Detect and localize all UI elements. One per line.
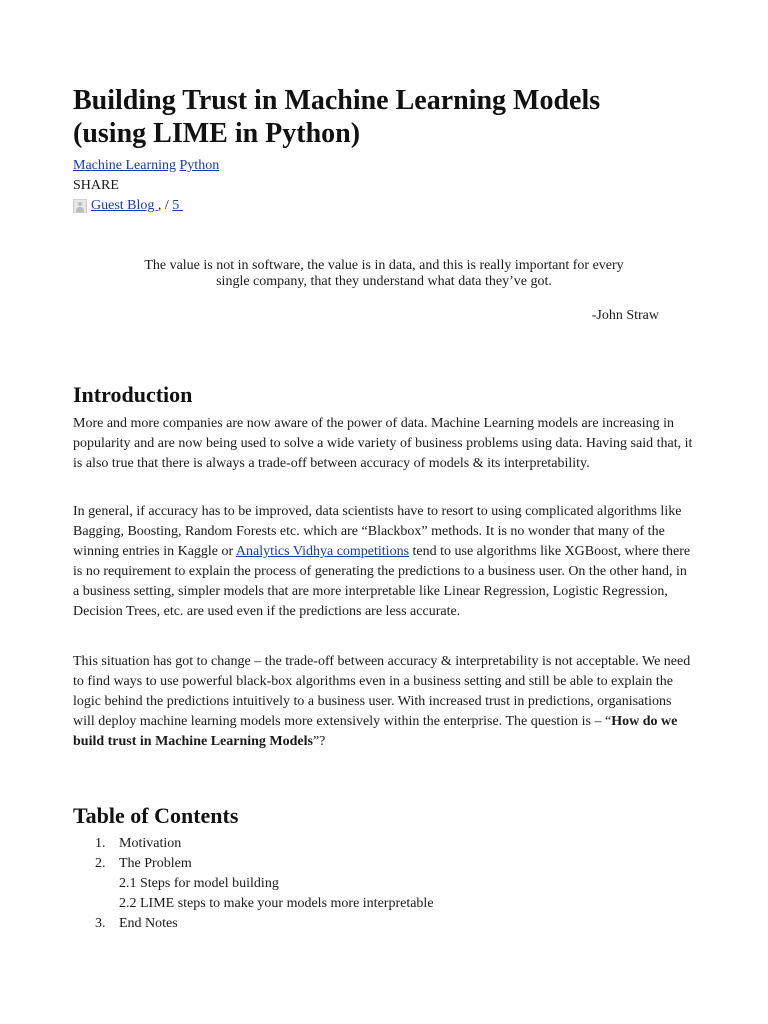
p3-bold-question: How do we build trust in Machine Learning Models (73, 714, 678, 749)
toc-heading: Table of Contents (73, 803, 239, 828)
toc-item-label: 2.1 Steps for model building (119, 876, 279, 891)
p2-text-after: tend to use algorithms like XGBoost, where there is no requirement to explain the process of generating the predictions to a business user. On the other hand, in a business setting, simpler models that are more interpretable like Linear Regression, Logistic Regression, Decision Trees, etc. are used even if the predictions are less accurate. (73, 544, 691, 619)
intro-paragraph-2 (73, 502, 695, 622)
comments-link[interactable]: 5 (172, 198, 183, 213)
category-link-machine-learning[interactable]: Machine Learning (73, 158, 177, 173)
p2-text-before: In general, if accuracy has to be improved, data scientists have to resort to using complicated algorithms like Bagging, Boosting, Random Forests etc. which are “Blackbox” methods. It is no wonder that many of the winning entries in Kaggle or (73, 504, 682, 559)
toc-item (95, 834, 434, 854)
introduction-heading: Introduction (73, 382, 193, 407)
title-line-1: Building Trust in Machine Learning Models (73, 85, 601, 116)
author-link[interactable]: Guest Blog (91, 198, 158, 213)
author-meta (73, 197, 183, 215)
toc-subitem (119, 874, 434, 894)
toc-item-number: 2. (95, 856, 106, 871)
avatar-placeholder-icon (73, 199, 87, 213)
toc-item-label: The Problem (119, 856, 192, 871)
p3-text-after: ”? (312, 734, 326, 749)
toc-item-label: 2.2 LIME steps to make your models more interpretable (119, 896, 434, 911)
toc-item (95, 854, 434, 874)
quote-attribution: -John Straw (591, 308, 659, 323)
quote-line-2: single company, that they understand what data they’ve got. (216, 274, 552, 289)
toc-item-label: Motivation (119, 836, 182, 851)
toc-item-number: 3. (95, 916, 106, 931)
toc-item-number: 1. (95, 836, 106, 851)
intro-paragraph-1: More and more companies are now aware of the power of data. Machine Learning models are increasing in popularity and are now being used to solve a wide variety of business problems using data. Having said that, it is also true that there is always a trade-off between accuracy of models & its interpretability. (73, 416, 693, 471)
analytics-vidhya-competitions-link[interactable]: Analytics Vidhya competitions (235, 544, 410, 559)
title-line-2: (using LIME in Python) (73, 118, 361, 149)
article-title (73, 84, 695, 150)
quote-line-1: The value is not in software, the value is in data, and this is really important for every (144, 258, 624, 273)
intro-paragraph-3 (73, 652, 695, 752)
toc-subitem (119, 894, 434, 914)
blockquote (73, 258, 695, 290)
toc-item-label: End Notes (119, 916, 178, 931)
meta-separator: , / (157, 198, 173, 213)
category-link-python[interactable]: Python (179, 158, 220, 173)
toc-item (95, 914, 434, 934)
share-label[interactable]: SHARE (73, 178, 119, 193)
table-of-contents (73, 834, 434, 934)
p3-text-before: This situation has got to change – the trade-off between accuracy & interpretability is not acceptable. We need to find ways to use powerful black-box algorithms even in a business setting and still be able to explain the logic behind the predictions intuitively to a business user. With increased trust in predictions, organisations will deploy machine learning models more extensively within the enterprise. The question is – “ (73, 654, 691, 729)
category-links (73, 157, 219, 175)
